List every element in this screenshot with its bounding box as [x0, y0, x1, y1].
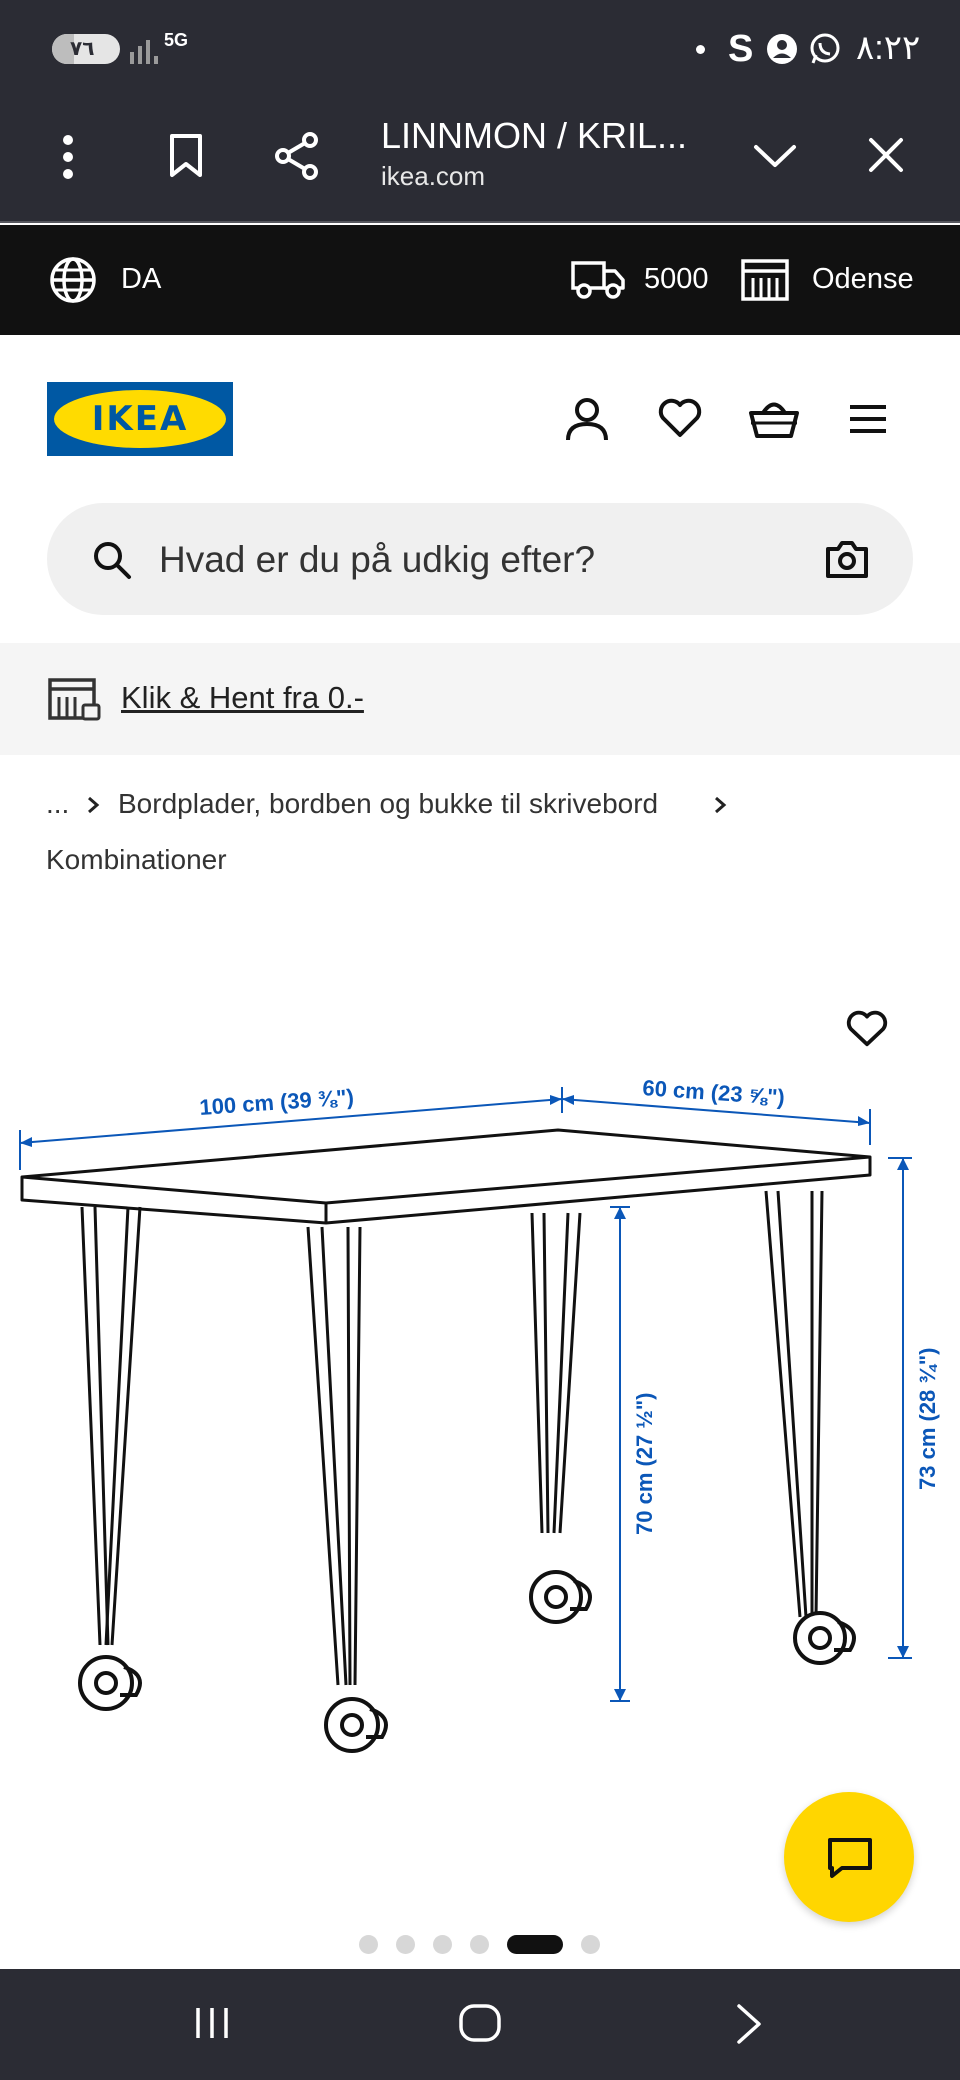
browser-toolbar — [0, 95, 960, 223]
ikea-top-strip — [0, 225, 960, 335]
share-icon[interactable] — [274, 131, 320, 181]
carousel-dot-active[interactable] — [507, 1935, 563, 1954]
status-bar — [0, 0, 960, 95]
store-icon[interactable] — [740, 258, 790, 302]
clock: ٨:٢٢ — [856, 29, 921, 67]
ikea-logo[interactable] — [47, 382, 233, 456]
menu-icon[interactable] — [848, 402, 888, 436]
chevron-right-icon — [86, 795, 100, 815]
s-app-icon: S — [728, 28, 754, 70]
leg-height-dimension-label: 70 cm (27 ½") — [632, 1392, 657, 1535]
depth-dimension-label: 60 cm (23 ⅝") — [641, 1075, 786, 1110]
chevron-right-icon — [713, 795, 727, 815]
recent-apps-icon[interactable] — [192, 2005, 232, 2041]
system-navigation-bar — [0, 1969, 960, 2080]
carousel-dot[interactable] — [581, 1935, 600, 1954]
click-collect-banner[interactable] — [0, 643, 960, 755]
chat-button[interactable] — [784, 1792, 914, 1922]
search-bar[interactable] — [47, 503, 913, 615]
delivery-postcode[interactable]: 5000 — [644, 263, 709, 295]
breadcrumb-category[interactable]: Bordplader, bordben og bukke til skrivebord — [118, 788, 659, 819]
whatsapp-icon — [808, 32, 842, 66]
add-to-favourites-heart-icon[interactable] — [846, 1010, 888, 1048]
total-height-dimension-label: 73 cm (28 ¾") — [915, 1347, 940, 1490]
click-collect-link[interactable]: Klik & Hent fra 0.- — [121, 680, 364, 715]
width-dimension-label: 100 cm (39 ⅜") — [198, 1084, 355, 1120]
logo-text: IKEA — [91, 399, 189, 439]
store-pickup-icon — [47, 677, 103, 723]
carousel-dot[interactable] — [359, 1935, 378, 1954]
network-type: 5G — [164, 30, 189, 50]
more-options-icon[interactable] — [60, 132, 76, 182]
account-icon — [766, 33, 798, 65]
breadcrumb-ellipsis[interactable]: ... — [46, 788, 70, 819]
user-icon[interactable] — [564, 396, 610, 442]
chevron-down-icon[interactable] — [752, 141, 798, 171]
truck-icon[interactable] — [570, 258, 626, 300]
page-domain[interactable]: ikea.com — [381, 161, 486, 191]
search-icon — [91, 539, 133, 581]
notification-dot — [696, 45, 705, 54]
language-selector[interactable]: DA — [121, 263, 162, 295]
globe-icon[interactable] — [49, 256, 97, 304]
signal-icon — [128, 36, 160, 66]
carousel-dot[interactable] — [470, 1935, 489, 1954]
camera-icon[interactable] — [825, 539, 869, 579]
breadcrumb-current[interactable]: Kombinationer — [46, 844, 227, 875]
bookmark-icon[interactable] — [168, 133, 204, 179]
battery-indicator — [52, 34, 120, 64]
carousel-dot[interactable] — [396, 1935, 415, 1954]
back-icon[interactable] — [734, 2003, 764, 2045]
page-title[interactable]: LINNMON / KRIL... — [381, 115, 688, 156]
chat-icon — [826, 1836, 874, 1880]
store-selector[interactable]: Odense — [812, 263, 914, 295]
search-input[interactable]: Hvad er du på udkig efter? — [159, 539, 596, 580]
close-icon[interactable] — [868, 137, 904, 173]
product-dimension-image[interactable] — [0, 995, 960, 1765]
basket-icon[interactable] — [748, 396, 800, 440]
battery-percent: ٧٦ — [70, 38, 95, 60]
home-icon[interactable] — [458, 2003, 502, 2043]
heart-icon[interactable] — [658, 398, 702, 438]
carousel-dot[interactable] — [433, 1935, 452, 1954]
